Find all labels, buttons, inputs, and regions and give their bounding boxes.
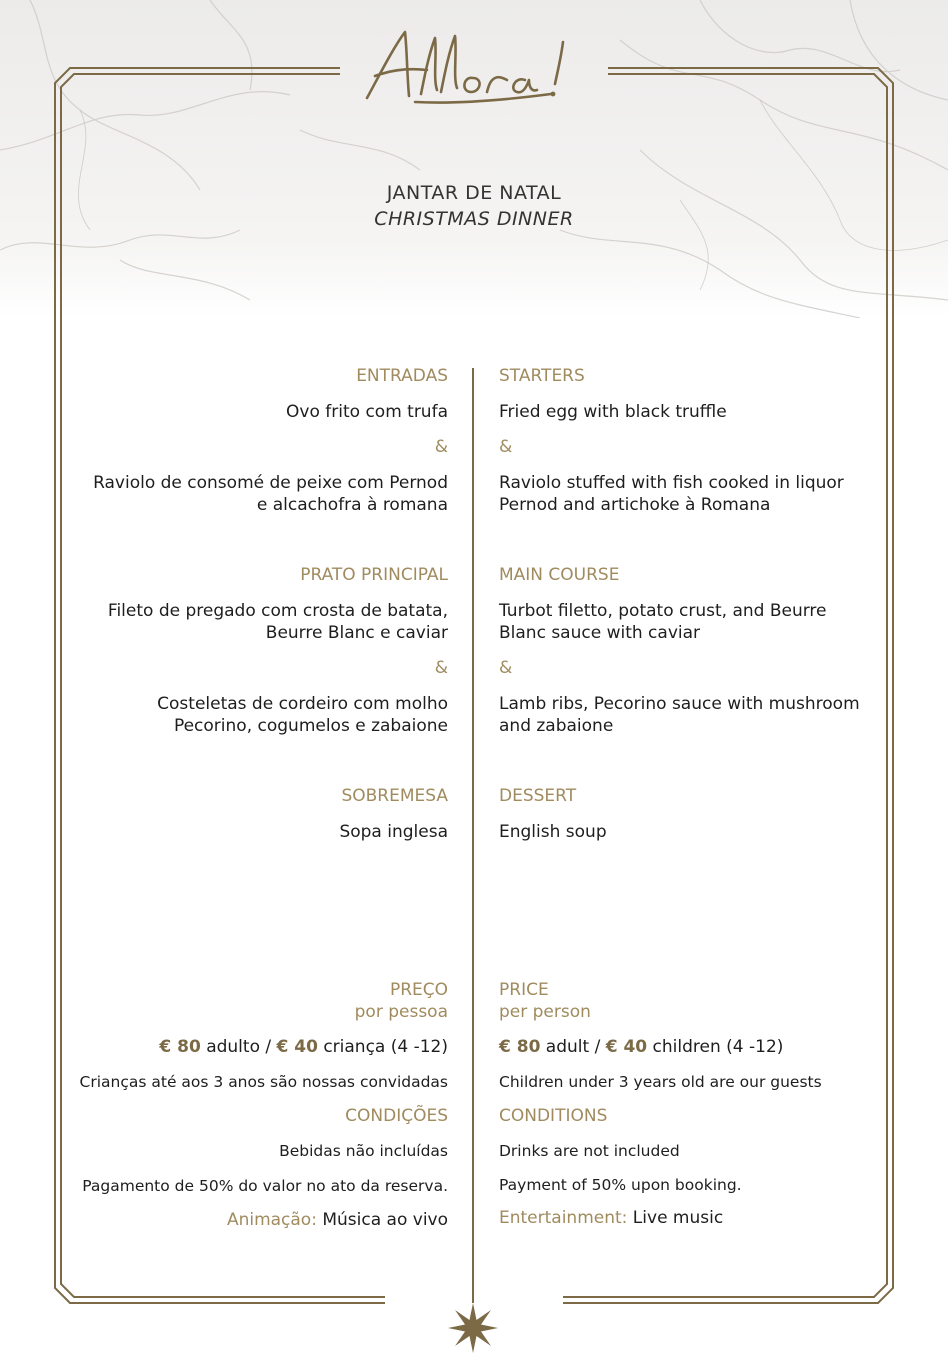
price-sub-pt: por pessoa (354, 1002, 448, 1022)
child-price-en: € 40 (605, 1037, 648, 1057)
child-label-en: children (4 -12) (647, 1037, 784, 1057)
title-en: CHRISTMAS DINNER (374, 208, 574, 230)
main-amp-en: & (499, 658, 513, 678)
starter-1-en: Fried egg with black truffle (499, 402, 727, 422)
child-price-pt: € 40 (276, 1037, 318, 1057)
conditions-heading-pt: CONDIÇÕES (345, 1106, 448, 1126)
center-divider (472, 368, 474, 1303)
price-title-en: PRICE (499, 980, 549, 1000)
main-1-en (499, 600, 827, 644)
main-2-en (499, 693, 860, 737)
dessert-heading-en: DESSERT (499, 786, 577, 806)
starters-heading-en: STARTERS (499, 366, 585, 386)
children-note-pt: Crianças até aos 3 anos são nossas convidadas (79, 1073, 448, 1091)
starter-1-pt: Ovo frito com trufa (286, 402, 448, 422)
main-2-en-line2: and zabaione (499, 716, 614, 736)
price-title-pt: PREÇO (389, 980, 448, 1000)
drinks-note-en: Drinks are not included (499, 1142, 680, 1160)
adult-price-en: € 80 (499, 1037, 541, 1057)
main-2-en-line1: Lamb ribs, Pecorino sauce with mushroom (499, 694, 860, 714)
entertainment-value-pt: Música ao vivo (316, 1210, 448, 1230)
entertainment-value-en: Live music (627, 1208, 724, 1228)
starters-heading-pt: ENTRADAS (356, 366, 448, 386)
main-heading-en: MAIN COURSE (499, 565, 620, 585)
entertainment-label-en: Entertainment: (499, 1208, 628, 1228)
star-icon (447, 1302, 499, 1354)
adult-label-en: adult / (540, 1037, 606, 1057)
main-2-pt-line2: Pecorino, cogumelos e zabaione (173, 716, 448, 736)
child-label-pt: criança (4 -12) (317, 1037, 448, 1057)
dessert-1-pt: Sopa inglesa (339, 822, 448, 842)
main-1-pt (108, 600, 448, 644)
entertainment-pt (227, 1209, 448, 1231)
main-1-en-line2: Blanc sauce with caviar (499, 623, 701, 643)
logo-dot (551, 92, 556, 97)
main-2-pt-line1: Costeletas de cordeiro com molho (157, 694, 448, 714)
starter-2-en-line2: Pernod and artichoke à Romana (499, 495, 771, 515)
title-pt: JANTAR DE NATAL (386, 182, 562, 204)
main-amp-pt: & (434, 658, 448, 678)
allora-logo (355, 18, 595, 118)
adult-label-pt: adulto / (200, 1037, 277, 1057)
price-line-pt (159, 1036, 448, 1058)
main-heading-pt: PRATO PRINCIPAL (300, 565, 448, 585)
main-1-en-line1: Turbot filetto, potato crust, and Beurre (499, 601, 827, 621)
price-heading-en (499, 979, 591, 1023)
payment-note-pt: Pagamento de 50% do valor no ato da reserva. (82, 1177, 448, 1195)
price-heading-pt (355, 979, 448, 1023)
entertainment-label-pt: Animação: (226, 1210, 317, 1230)
starters-amp-en: & (499, 437, 513, 457)
conditions-heading-en: CONDITIONS (499, 1106, 608, 1126)
dessert-1-en: English soup (499, 822, 607, 842)
entertainment-en (499, 1207, 723, 1229)
starter-2-pt-line2: e alcachofra à romana (256, 495, 448, 515)
price-line-en (499, 1036, 783, 1058)
starter-2-pt (93, 472, 448, 516)
main-1-pt-line1: Fileto de pregado com crosta de batata, (107, 601, 448, 621)
starter-2-en-line1: Raviolo stuffed with fish cooked in liquor (499, 473, 844, 493)
starter-2-en (499, 472, 844, 516)
drinks-note-pt: Bebidas não incluídas (279, 1142, 448, 1160)
dessert-heading-pt: SOBREMESA (341, 786, 448, 806)
starter-2-pt-line1: Raviolo de consomé de peixe com Pernod (93, 473, 448, 493)
children-note-en: Children under 3 years old are our guests (499, 1073, 822, 1091)
main-1-pt-line2: Beurre Blanc e caviar (265, 623, 448, 643)
main-2-pt (157, 693, 448, 737)
payment-note-en: Payment of 50% upon booking. (499, 1176, 742, 1194)
adult-price-pt: € 80 (159, 1037, 201, 1057)
starters-amp-pt: & (434, 437, 448, 457)
price-sub-en: per person (499, 1002, 591, 1022)
